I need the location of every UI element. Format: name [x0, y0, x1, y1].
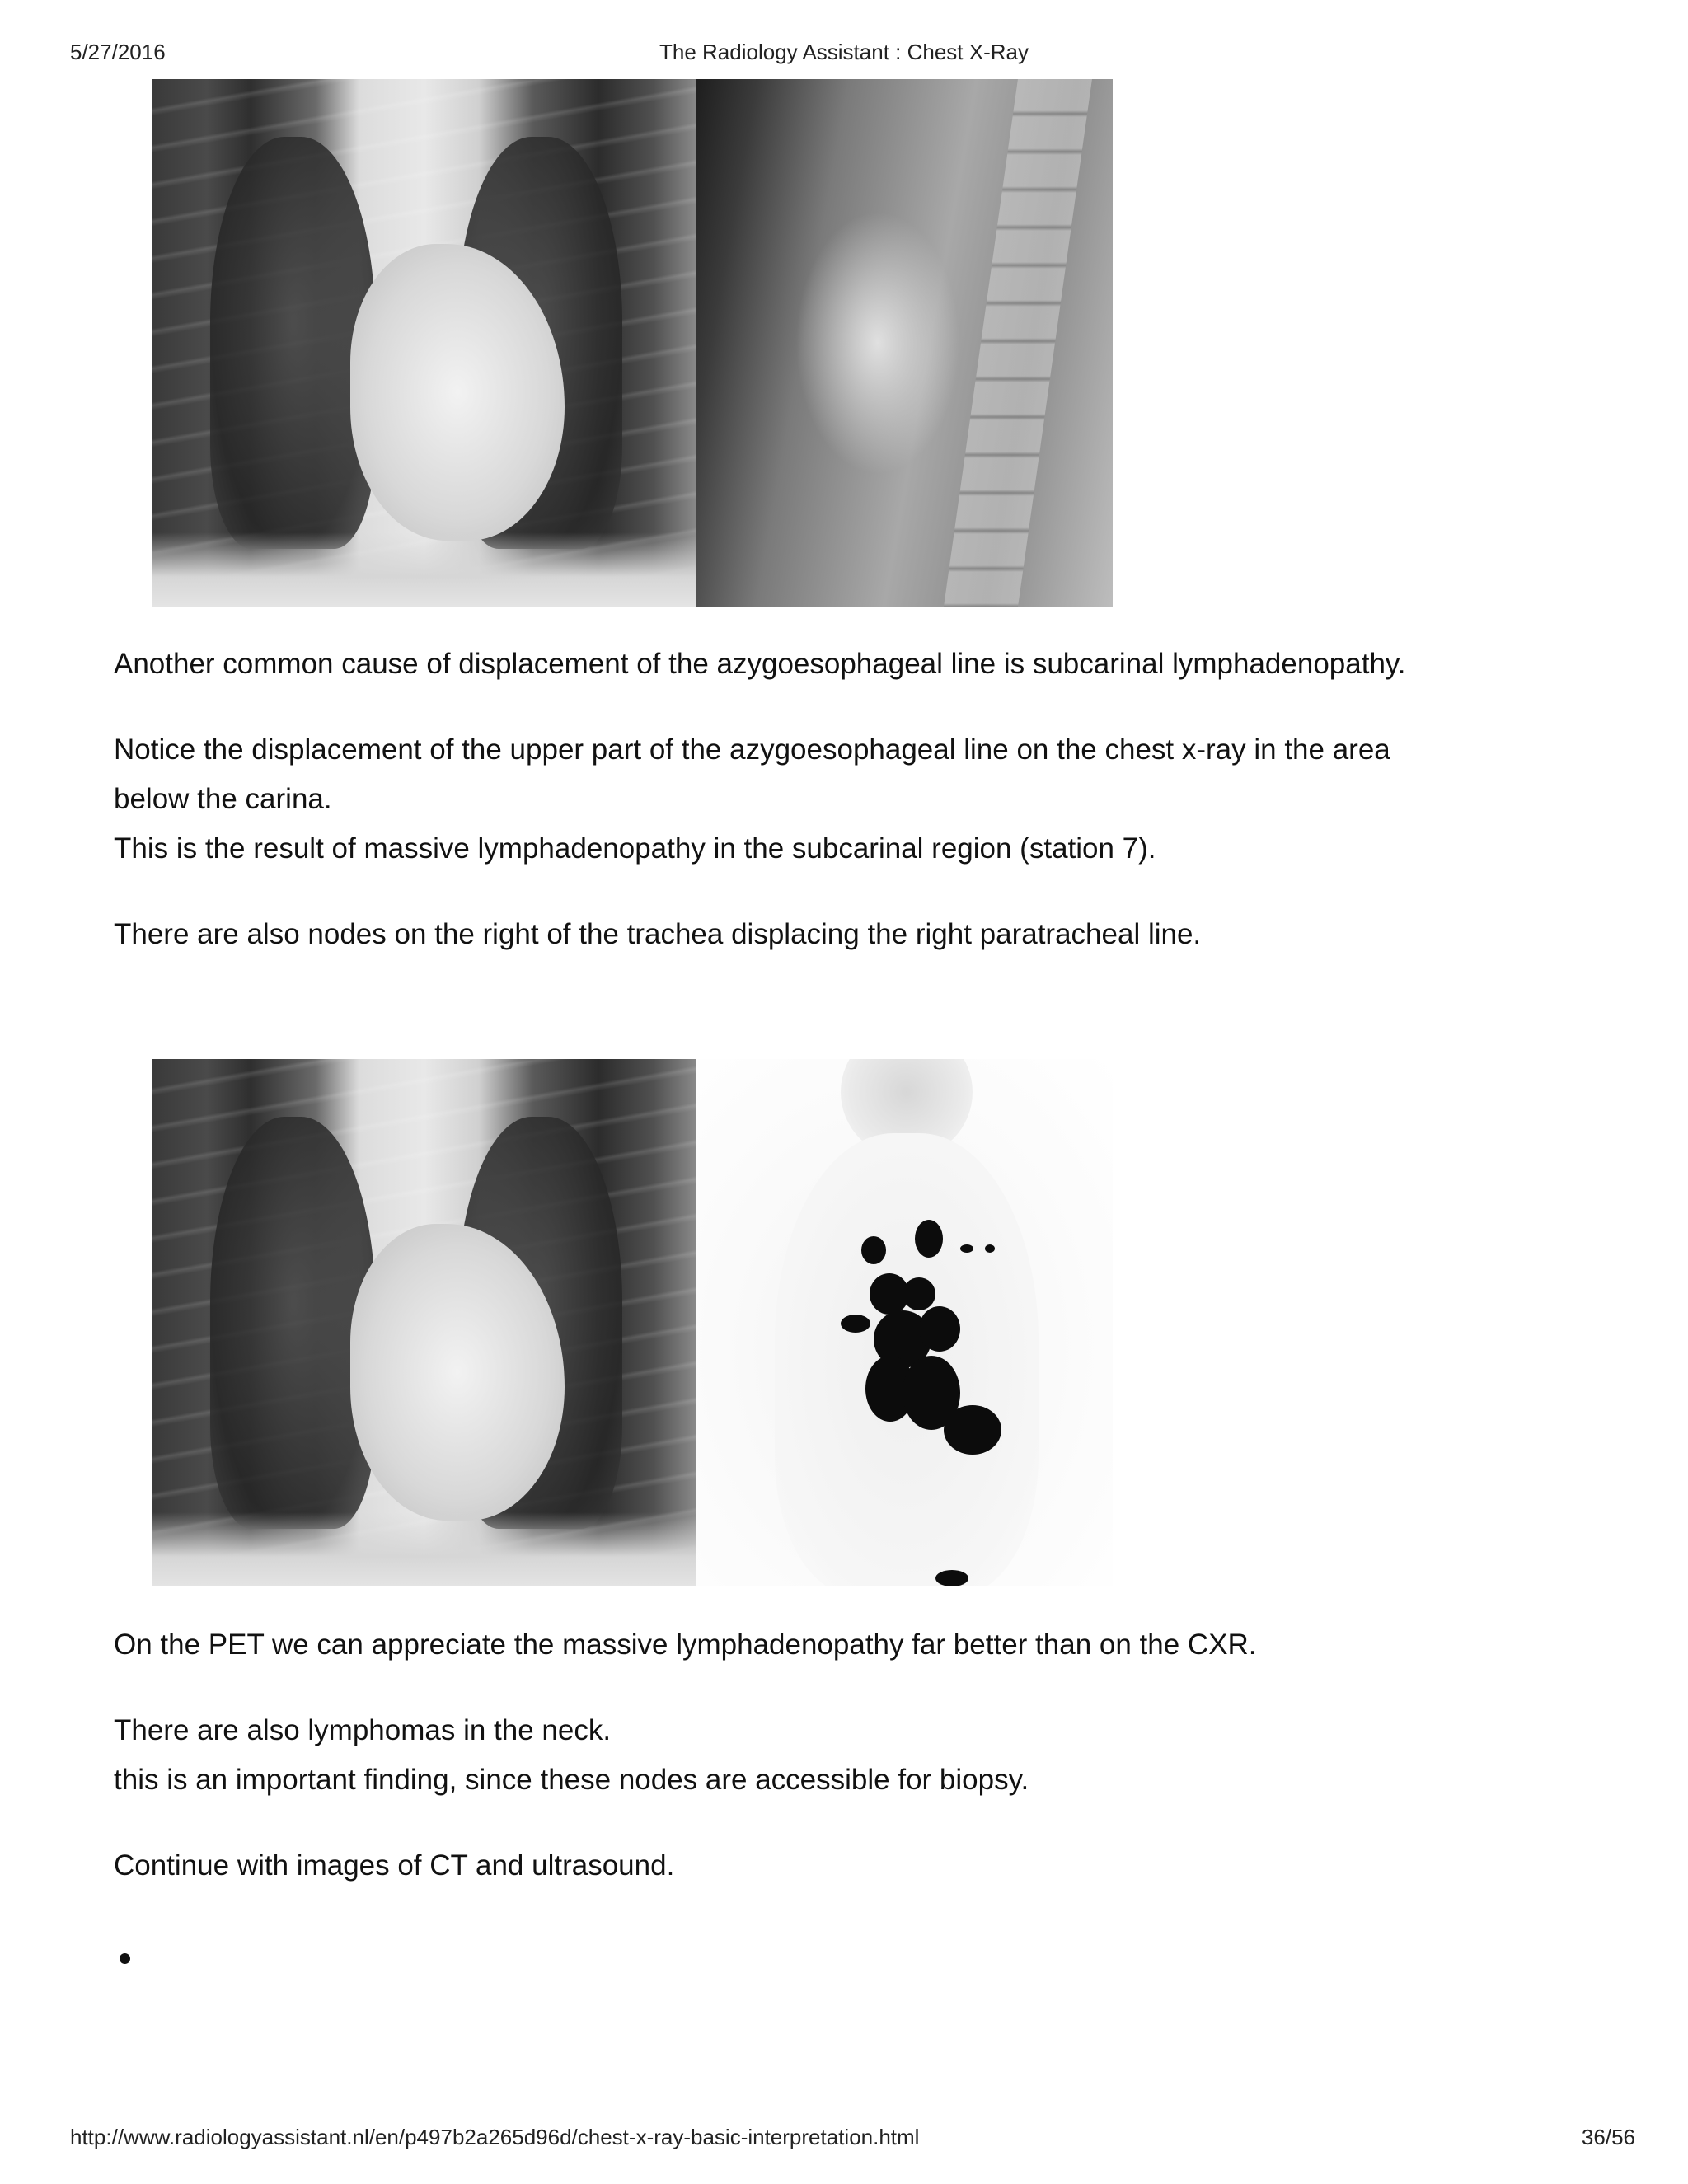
footer-url: http://www.radiologyassistant.nl/en/p497b2a265d96d/chest-x-ray-basic-interpretation.html	[70, 2125, 920, 2149]
figure-cxr-pet	[152, 1059, 1113, 1586]
paragraph-neck-line2: this is an important finding, since these nodes are accessible for biopsy.	[114, 1764, 1029, 1796]
paragraph-subcarinal-cause: Another common cause of displacement of the azygoesophageal line is subcarinal lymphadenopathy.	[114, 648, 1406, 680]
figure-cxr-pa-lateral	[152, 79, 1113, 607]
chest-xray-lateral-image	[696, 79, 1113, 607]
list-bullet	[120, 1953, 130, 1964]
header-title: The Radiology Assistant : Chest X-Ray	[659, 40, 1029, 64]
chest-xray-pa-image	[152, 79, 696, 607]
paragraph-paratracheal: There are also nodes on the right of the trachea displacing the right paratracheal line.	[114, 918, 1202, 950]
paragraph-displacement-line2: below the carina.	[114, 783, 332, 815]
paragraph-neck-line1: There are also lymphomas in the neck.	[114, 1714, 612, 1746]
paragraph-displacement-line3: This is the result of massive lymphadenopathy in the subcarinal region (station 7).	[114, 832, 1156, 865]
paragraph-pet-observation: On the PET we can appreciate the massive lymphadenopathy far better than on the CXR.	[114, 1629, 1257, 1661]
header-date: 5/27/2016	[70, 40, 166, 64]
paragraph-continue: Continue with images of CT and ultrasound.	[114, 1849, 675, 1882]
footer-page-number: 36/56	[1581, 2125, 1635, 2149]
chest-xray-pa-image-2	[152, 1059, 696, 1586]
pet-scan-image	[696, 1059, 1113, 1586]
paragraph-displacement-line1: Notice the displacement of the upper part of the azygoesophageal line on the chest x-ray in the area	[114, 733, 1390, 766]
